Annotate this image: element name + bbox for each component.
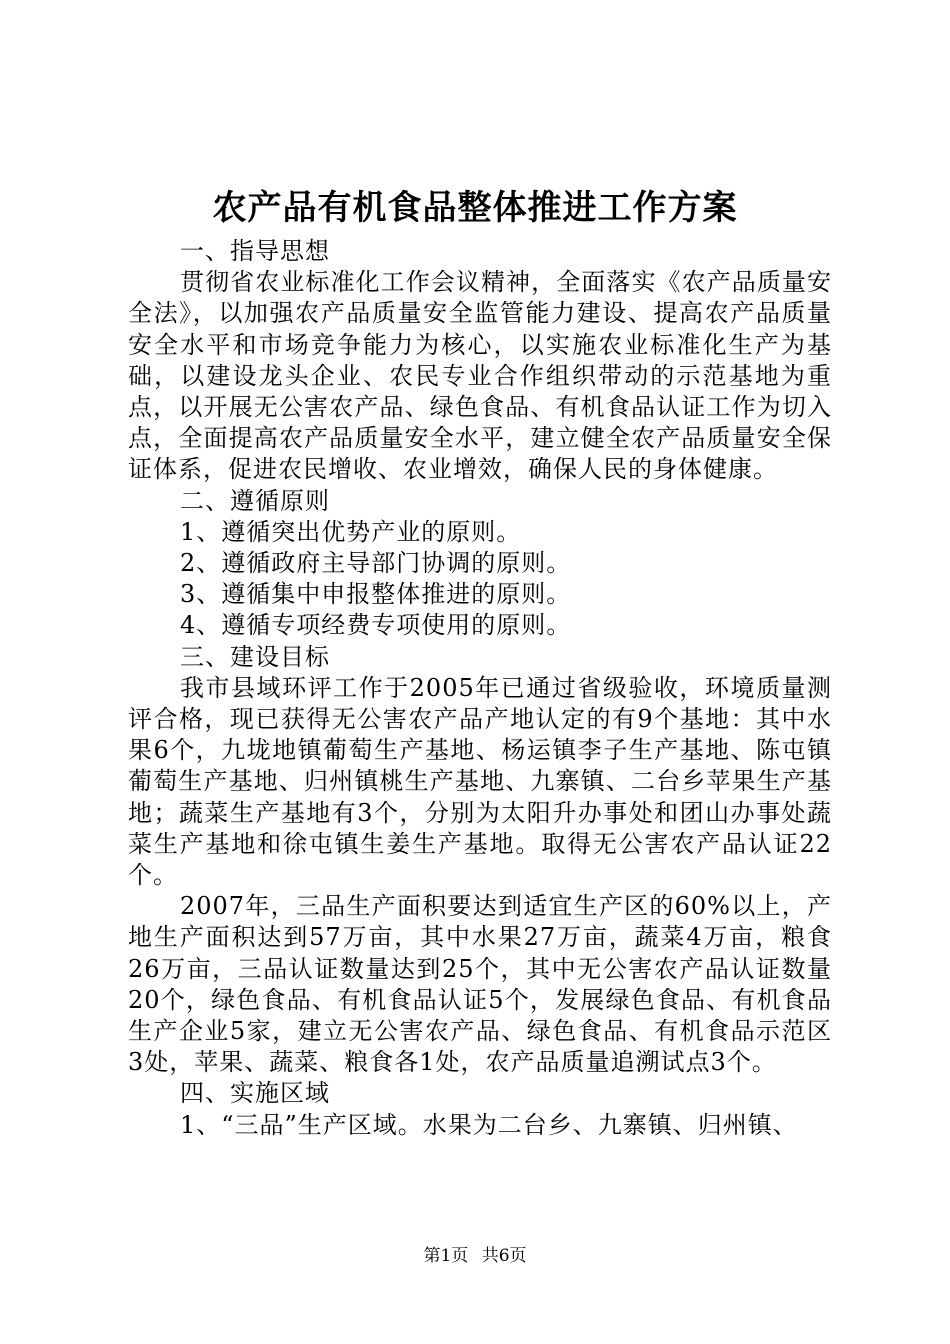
body-paragraph: 贯彻省农业标准化工作会议精神，全面落实《农产品质量安全法》，以加强农产品质量安全监管能力建设、提高农产品质量安全水平和市场竞争能力为核心，以实施农业标准化生产为基础，以建设龙头企业、农民专业合作组织带动的示范基地为重点，以开展无公害农产品、绿色食品、有机食品认证工作为切入点，全面提高农产品质量安全水平，建立健全农产品质量安全保证体系，促进农民增收、农业增效，确保人民的身体健康。 (128, 268, 832, 484)
section-heading: 四、实施区域 (180, 1079, 330, 1108)
section-heading: 二、遵循原则 (180, 486, 330, 515)
document-body (128, 236, 832, 1141)
list-item: 3、遵循集中申报整体推进的原则。 (180, 580, 572, 609)
body-paragraph: 我市县域环评工作于2005年已通过省级验收，环境质量测评合格，现已获得无公害农产品产地认定的有9个基地：其中水果6个，九垅地镇葡萄生产基地、杨运镇李子生产基地、陈屯镇葡萄生产基地、归州镇桃生产基地、九寨镇、二台乡苹果生产基地；蔬菜生产基地有3个，分别为太阳升办事处和团山办事处蔬菜生产基地和徐屯镇生姜生产基地。取得无公害农产品认证22个。 (128, 673, 832, 890)
page-total: 共6页 (481, 1246, 527, 1266)
section-heading: 三、建设目标 (180, 642, 330, 671)
list-item: 2、遵循政府主导部门协调的原则。 (180, 549, 572, 578)
list-item: 1、遵循突出优势产业的原则。 (180, 517, 522, 546)
section-heading: 一、指导思想 (180, 237, 330, 265)
list-item: 4、遵循专项经费专项使用的原则。 (180, 611, 572, 640)
page-number: 第1页 (423, 1246, 469, 1266)
page-footer (0, 1244, 950, 1268)
document-title: 农产品有机食品整体推进工作方案 (212, 188, 738, 228)
body-paragraph: 2007年，三品生产面积要达到适宜生产区的60%以上，产地生产面积达到57万亩，其中水果27万亩，蔬菜4万亩，粮食26万亩，三品认证数量达到25个，其中无公害农产品认证数量20个，绿色食品、有机食品认证5个，发展绿色食品、有机食品生产企业5家，建立无公害农产品、绿色食品、有机食品示范区3处，苹果、蔬菜、粮食各1处，农产品质量追溯试点3个。 (128, 892, 832, 1077)
body-paragraph: 1、“三品”生产区域。水果为二台乡、九寨镇、归州镇、 (180, 1110, 798, 1139)
